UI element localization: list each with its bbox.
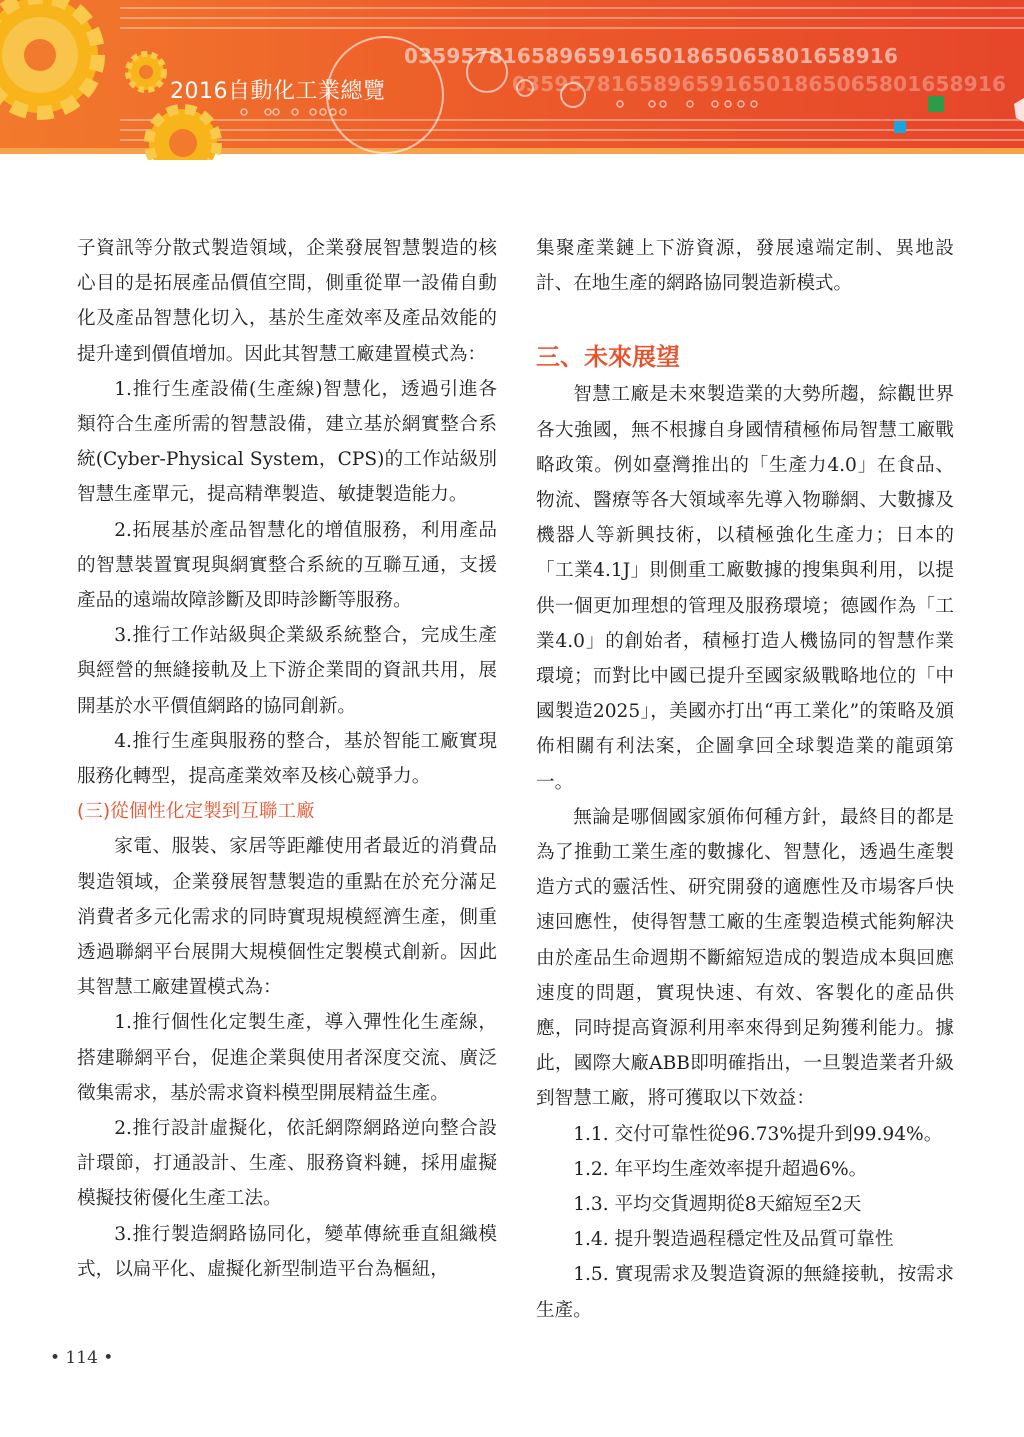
section-gap <box>536 301 954 337</box>
left-paragraph-3: 2.拓展基於產品智慧化的增值服務，利用產品的智慧裝置實現與網實整合系統的互聯互通，支援產品的遠端故障診斷及即時診斷等服務。 <box>77 519 497 612</box>
left-paragraph-5: 4.推行生產與服務的整合，基於智能工廠實現服務化轉型，提高產業效率及核心競爭力。 <box>77 730 497 788</box>
left-paragraph-8: 2.推行設計虛擬化，依託網際網路逆向整合設計環節，打通設計、生產、服務資料鏈，採用虛擬模擬技術優化生產工法。 <box>77 1118 497 1210</box>
header-banner <box>0 0 1024 160</box>
left-paragraph-9: 3.推行製造網路協同化，變革傳統垂直組織模式，以扁平化、虛擬化新型制造平台為樞紐， <box>77 1223 497 1280</box>
right-paragraph-2: 智慧工廠是未來製造業的大勢所趨，綜觀世界各大強國，無不根據自身國情積極佈局智慧工廠戰略政策。例如臺灣推出的「生產力4.0」在食品、物流、醫療等各大領域率先導入物聯網、大數據及機器人等新興技術，以積極強化生產力；日本的「工業4.1J」則側重工廠數據的搜集與利用，以提供一個更加理想的管理及服務環境；德國作為「工業4.0」的創始者，積極打造人機協同的智慧作業環境；而對比中國已提升至國家級戰略地位的「中國製造2025」，美國亦打出“再工業化”的策略及頒佈相關有利法案，企圖拿回全球製造業的龍頭第一。 <box>536 384 954 793</box>
benefit-item-4: 1.4. 提升製造過程穩定性及品質可靠性 <box>573 1229 894 1251</box>
header-number-strip-2: 03595781658965916501865065801658916 <box>512 72 1007 96</box>
right-paragraph-1: 集聚產業鏈上下游資源，發展遠端定制、異地設計、在地生產的網路協同製造新模式。 <box>536 238 954 295</box>
left-paragraph-1: 子資訊等分散式製造領域，企業發展智慧製造的核心目的是拓展產品價值空間，側重從單一設備自動化及產品智慧化切入，基於生產效率及產品效能的提升達到價值增加。因此其智慧工廠建置模式為： <box>77 238 497 365</box>
green-square-icon <box>928 96 944 112</box>
blue-square-icon <box>894 121 906 133</box>
left-paragraph-6: 家電、服裝、家居等距離使用者最近的消費品製造領域，企業發展智慧製造的重點在於充分滿足消費者多元化需求的同時實現規模經濟生產，側重透過聯網平台展開大規模個性定製模式創新。因此其智慧工廠建置模式為： <box>77 836 497 999</box>
section-heading: 三、未來展望 <box>536 343 680 372</box>
right-paragraph-3: 無論是哪個國家頒佈何種方針，最終目的都是為了推動工業生產的數據化、智慧化，透過生產製造方式的靈活性、研究開發的適應性及市場客戶快速回應性，使得智慧工廠的生產製造模式能夠解決由於產品生命週期不斷縮短造成的製造成本與回應速度的問題，實現快速、有效、客製化的產品供應，同時提高資源利用率來得到足夠獲利能力。據此，國際大廠ABB即明確指出，一旦製造業者升級到智慧工廠，將可獲取以下效益： <box>536 806 954 1110</box>
page-number: • 114 • <box>50 1348 114 1368</box>
benefit-item-3: 1.3. 平均交貨週期從8天縮短至2天 <box>573 1194 862 1216</box>
left-paragraph-4: 3.推行工作站級與企業級系統整合，完成生產與經營的無縫接軌及上下游企業間的資訊共用，展開基於水平價值網路的協同創新。 <box>77 625 497 717</box>
left-paragraph-2: 1.推行生產設備(生產線)智慧化，透過引進各類符合生產所需的智慧設備，建立基於網實整合系統(Cyber-Physical System，CPS)的工作站級別智慧生產單元，提高精準製造、敏捷製造能力。 <box>77 378 497 506</box>
benefit-item-1: 1.1. 交付可靠性從96.73%提升到99.94%。 <box>573 1123 943 1145</box>
benefit-item-2: 1.2. 年平均生產效率提升超過6%。 <box>573 1158 868 1180</box>
benefit-item-5: 1.5. 實現需求及製造資源的無縫接軌，按需求生產。 <box>536 1264 954 1321</box>
header-number-strip-1: 0359578165896591650186506580165891​6 <box>404 44 899 68</box>
small-gear-icon <box>128 54 164 90</box>
medium-gear-icon <box>149 109 217 160</box>
left-subheading: (三)從個性化定製到互聯工廠 <box>77 801 315 823</box>
header-title: 2016自動化工業總覽 <box>170 79 386 104</box>
right-column <box>536 231 954 1328</box>
left-paragraph-7: 1.推行個性化定製生產，導入彈性化生產線，搭建聯網平台，促進企業與使用者深度交流、廣泛徵集需求，基於需求資料模型開展精益生產。 <box>77 1012 497 1104</box>
left-column <box>77 231 497 1287</box>
